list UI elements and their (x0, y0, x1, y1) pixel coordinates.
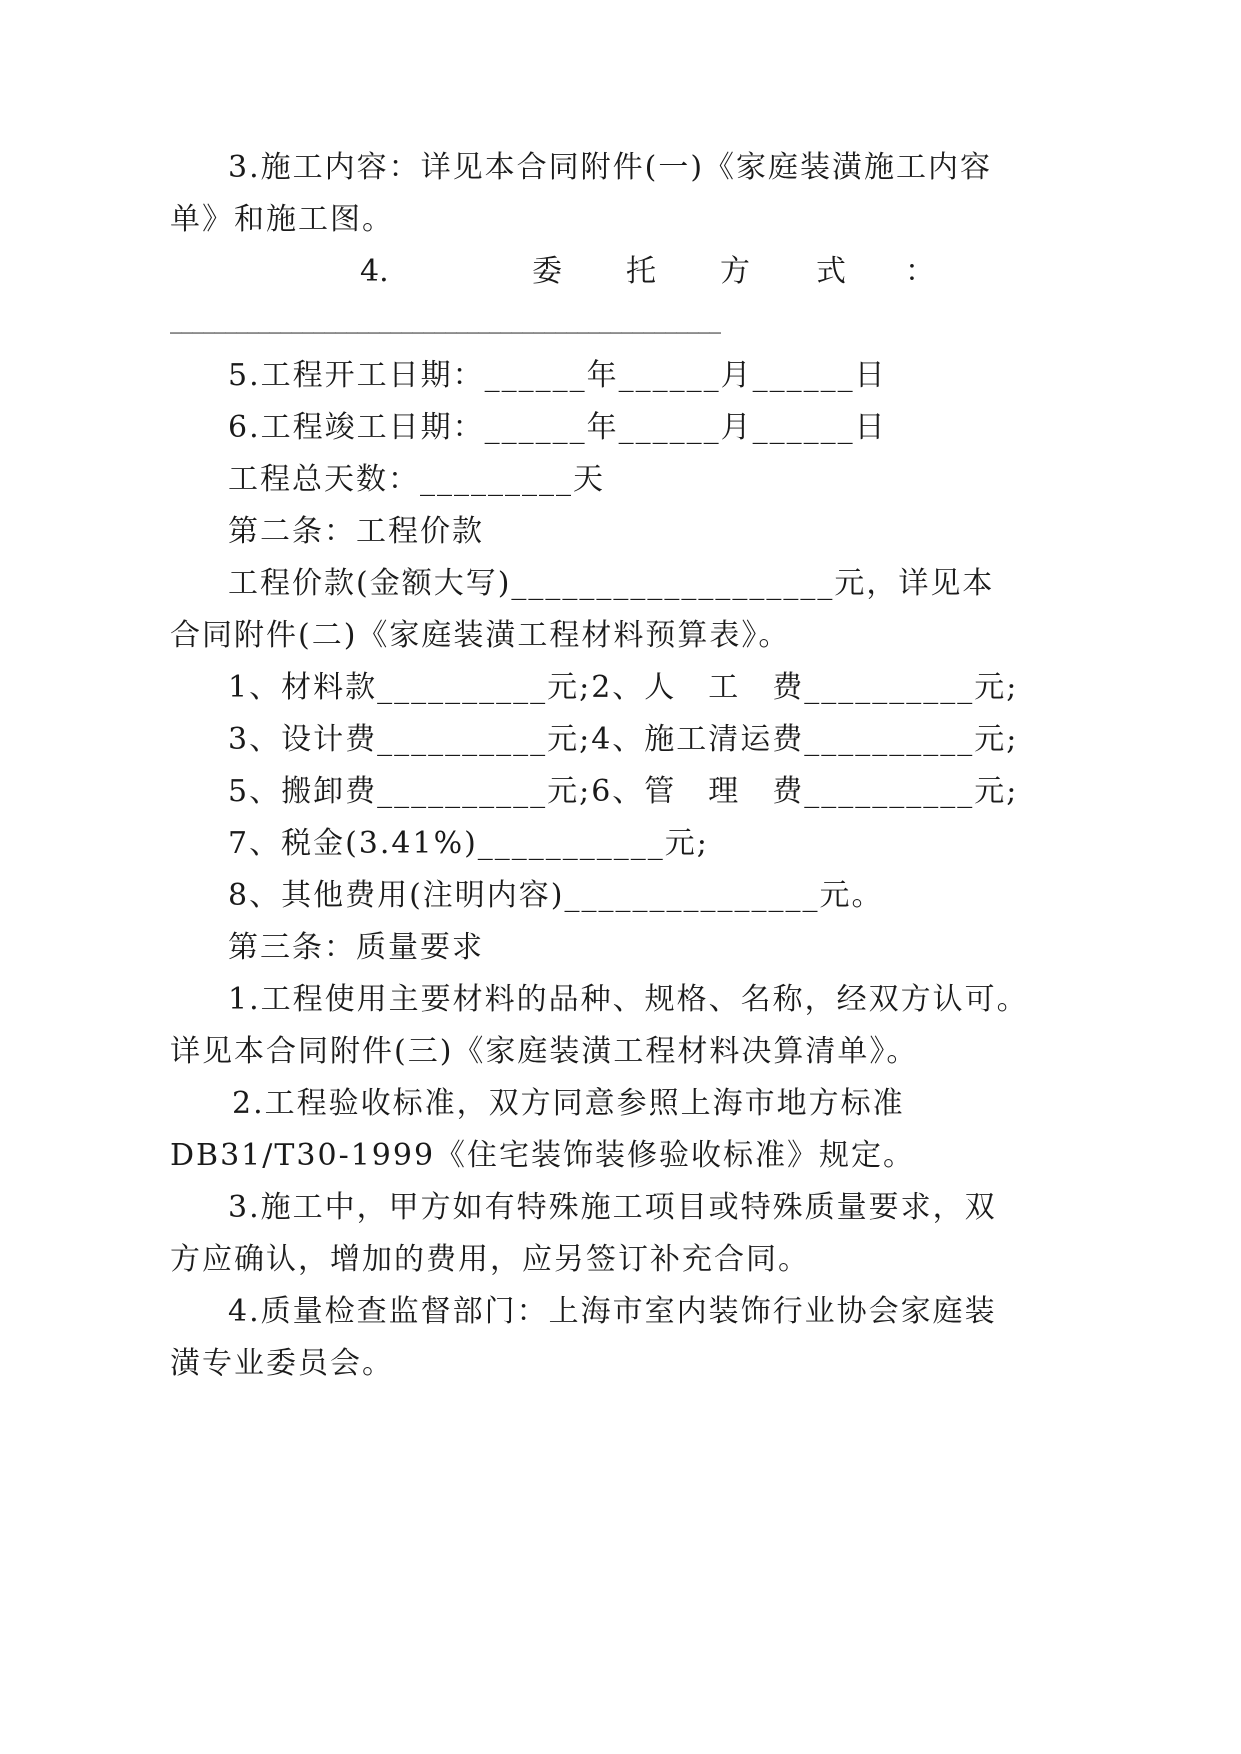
fee-line-1: 1、材料款__________元;2、人 工 费__________元; (228, 670, 1019, 705)
clause-4-char-2: 托 (626, 254, 656, 289)
quality-1-line-1: 1.工程使用主要材料的品种、规格、名称，经双方认可。 (228, 982, 1029, 1017)
quality-2-line-1: 2.工程验收标准，双方同意参照上海市地方标准 (232, 1086, 905, 1121)
clause-4-blank-line: __________________________________________________ (170, 306, 720, 334)
total-days: 工程总天数：_________天 (228, 462, 605, 497)
clause-6-end-date: 6.工程竣工日期：______年______月______日 (228, 410, 887, 445)
fee-line-2: 3、设计费__________元;4、施工清运费__________元; (228, 722, 1019, 757)
clause-4-char-4: 式 (816, 254, 846, 289)
price-line-2: 合同附件(二)《家庭装潢工程材料预算表》。 (170, 618, 791, 653)
clause-5-start-date: 5.工程开工日期：______年______月______日 (228, 358, 887, 393)
clause-4-char-3: 方 (720, 254, 750, 289)
clause-3-line-1: 3.施工内容：详见本合同附件(一)《家庭装潢施工内容 (228, 150, 993, 185)
quality-4-line-1: 4.质量检查监督部门：上海市室内装饰行业协会家庭装 (228, 1294, 997, 1329)
article-2-title: 第二条：工程价款 (228, 514, 484, 549)
clause-3-line-2: 单》和施工图。 (170, 202, 394, 237)
quality-3-line-1: 3.施工中，甲方如有特殊施工项目或特殊质量要求，双 (228, 1190, 997, 1225)
clause-4-colon: ： (905, 254, 935, 289)
article-3-title: 第三条：质量要求 (228, 930, 484, 965)
clause-4-number: 4. (360, 254, 389, 289)
quality-3-line-2: 方应确认，增加的费用，应另签订补充合同。 (170, 1242, 810, 1277)
quality-1-line-2: 详见本合同附件(三)《家庭装潢工程材料决算清单》。 (170, 1034, 919, 1069)
price-line-1: 工程价款(金额大写)___________________元，详见本 (228, 566, 995, 601)
quality-2-line-2: DB31/T30-1999《住宅装饰装修验收标准》规定。 (170, 1138, 916, 1173)
fee-line-4: 7、税金(3.41%)___________元; (228, 826, 709, 861)
fee-line-5: 8、其他费用(注明内容)_______________元。 (228, 878, 884, 913)
clause-4-char-1: 委 (532, 254, 562, 289)
fee-line-3: 5、搬卸费__________元;6、管 理 费__________元; (228, 774, 1019, 809)
quality-4-line-2: 潢专业委员会。 (170, 1346, 394, 1381)
